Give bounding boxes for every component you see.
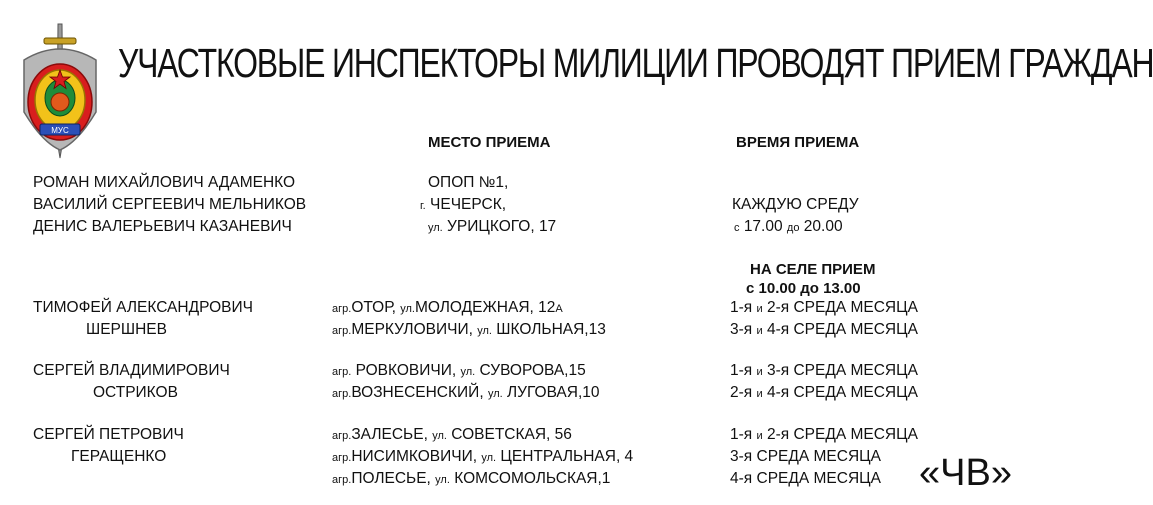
time-column-header: ВРЕМЯ ПРИЕМА xyxy=(736,134,860,151)
village-address: агр.ЗАЛЕСЬЕ, ул. СОВЕТСКАЯ, 56 xyxy=(332,426,572,443)
village-time: 1-я и 3-я СРЕДА МЕСЯЦА xyxy=(730,362,918,379)
street-prefix: ул. xyxy=(428,222,443,234)
village-time: 2-я и 4-я СРЕДА МЕСЯЦА xyxy=(730,384,918,401)
city-name: ЧЕЧЕРСК, xyxy=(430,196,507,213)
officer-surname: ШЕРШНЕВ xyxy=(86,321,167,338)
village-time: 3-я СРЕДА МЕСЯЦА xyxy=(730,448,881,465)
page-title: УЧАСТКОВЫЕ ИНСПЕКТОРЫ МИЛИЦИИ ПРОВОДЯТ ПРИЕМ ГРАЖДАН xyxy=(118,40,1153,86)
newspaper-signature: «ЧВ» xyxy=(919,452,1012,494)
officer-first-names: СЕРГЕЙ ПЕТРОВИЧ xyxy=(33,426,184,443)
officer-surname: ОСТРИКОВ xyxy=(93,384,178,401)
city-officer-name: РОМАН МИХАЙЛОВИЧ АДАМЕНКО xyxy=(33,174,296,191)
village-hours: с 10.00 до 13.00 xyxy=(746,280,861,297)
city-place-line xyxy=(420,196,506,214)
officer-surname: ГЕРАЩЕНКО xyxy=(71,448,167,465)
city-time-day: КАЖДУЮ СРЕДУ xyxy=(732,196,859,213)
place-column-header: МЕСТО ПРИЕМА xyxy=(428,134,551,151)
street-name: УРИЦКОГО, 17 xyxy=(447,218,557,235)
officer-first-names: СЕРГЕЙ ВЛАДИМИРОВИЧ xyxy=(33,362,230,379)
village-address: агр. РОВКОВИЧИ, ул. СУВОРОВА,15 xyxy=(332,362,586,379)
city-place-line xyxy=(428,218,556,236)
village-address: агр.НИСИМКОВИЧИ, ул. ЦЕНТРАЛЬНАЯ, 4 xyxy=(332,448,634,465)
city-time-hours: с 17.00 до 20.00 xyxy=(734,218,843,235)
village-address: агр.ВОЗНЕСЕНСКИЙ, ул. ЛУГОВАЯ,10 xyxy=(332,384,600,401)
city-place-line: ОПОП №1, xyxy=(428,174,509,191)
village-address: агр.ОТОР, ул.МОЛОДЕЖНАЯ, 12А xyxy=(332,299,563,316)
emblem-label: МУС xyxy=(51,126,69,135)
officer-first-names: ТИМОФЕЙ АЛЕКСАНДРОВИЧ xyxy=(33,299,253,316)
village-address: агр.ПОЛЕСЬЕ, ул. КОМСОМОЛЬСКАЯ,1 xyxy=(332,470,611,487)
village-heading: НА СЕЛЕ ПРИЕМ xyxy=(750,261,876,278)
village-address: агр.МЕРКУЛОВИЧИ, ул. ШКОЛЬНАЯ,13 xyxy=(332,321,606,338)
village-time: 3-я и 4-я СРЕДА МЕСЯЦА xyxy=(730,321,918,338)
city-officer-name: ДЕНИС ВАЛЕРЬЕВИЧ КАЗАНЕВИЧ xyxy=(33,218,292,235)
city-officer-name: ВАСИЛИЙ СЕРГЕЕВИЧ МЕЛЬНИКОВ xyxy=(33,196,307,213)
militia-emblem xyxy=(14,20,106,160)
city-prefix: г. xyxy=(420,200,426,212)
village-time: 1-я и 2-я СРЕДА МЕСЯЦА xyxy=(730,299,918,316)
village-time: 1-я и 2-я СРЕДА МЕСЯЦА xyxy=(730,426,918,443)
village-time: 4-я СРЕДА МЕСЯЦА xyxy=(730,470,881,487)
